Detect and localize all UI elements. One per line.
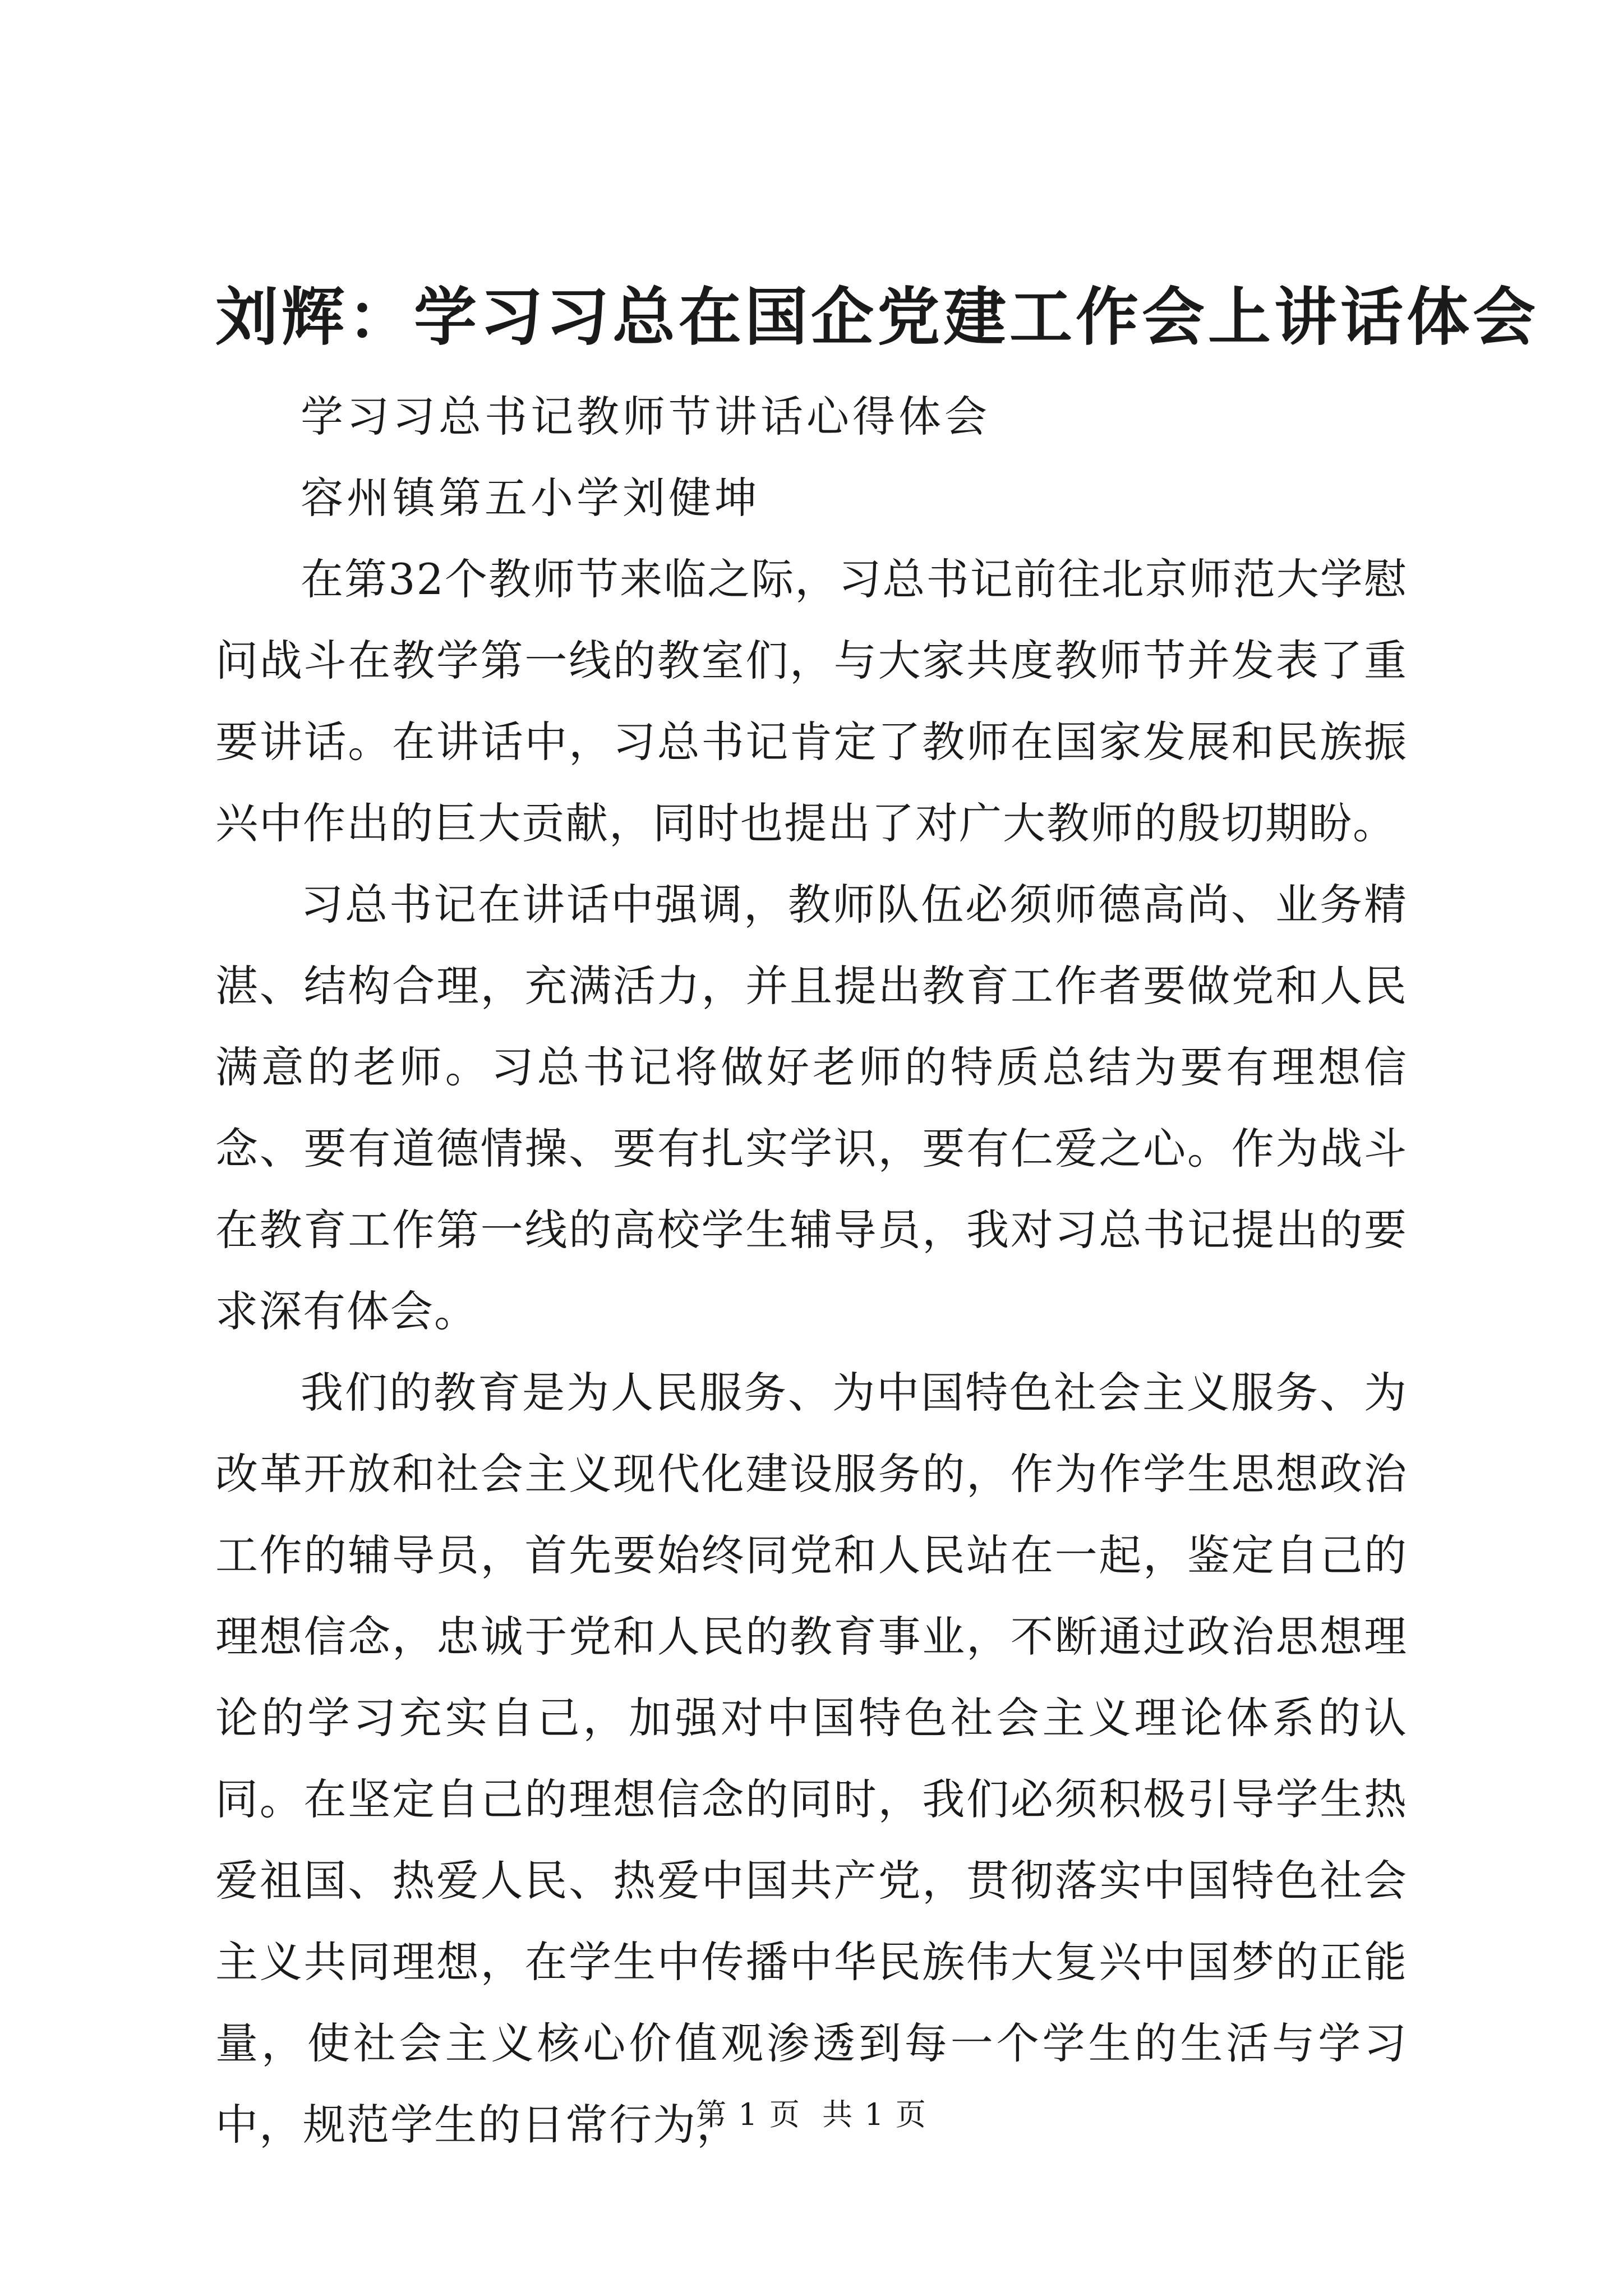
document-body xyxy=(215,376,1408,2165)
author-line: 容州镇第五小学刘健坤 xyxy=(301,473,760,523)
subtitle-line: 学习习总书记教师节讲话心得体会 xyxy=(301,392,990,441)
body-paragraph: 我们的教育是为人民服务、为中国特色社会主义服务、为改革开放和社会主义现代化建设服务的，作为作学生思想政治工作的辅导员，首先要始终同党和人民站在一起，鉴定自己的理想信念，忠诚于党和人民的教育事业，不断通过政治思想理论的学习充实自己，加强对中国特色社会主义理论体系的认同。在坚定自己的理想信念的同时，我们必须积极引导学生热爱祖国、热爱人民、热爱中国共产党，贯彻落实中国特色社会主义共同理想，在学生中传播中华民族伟大复兴中国梦的正能量，使社会主义核心价值观渗透到每一个学生的生活与学习中，规范学生的日常行为， xyxy=(215,1368,1408,2150)
body-paragraph: 习总书记在讲话中强调，教师队伍必须师德高尚、业务精湛、结构合理，充满活力，并且提出教育工作者要做党和人民满意的老师。习总书记将做好老师的特质总结为要有理想信念、要有道德情操、要有扎实学识，要有仁爱之心。作为战斗在教育工作第一线的高校学生辅导员，我对习总书记提出的要求深有体会。 xyxy=(215,880,1408,1336)
body-paragraph: 在第32个教师节来临之际，习总书记前往北京师范大学慰问战斗在教学第一线的教室们，与大家共度教师节并发表了重要讲话。在讲话中，习总书记肯定了教师在国家发展和民族振兴中作出的巨大贡献，同时也提出了对广大教师的殷切期盼。 xyxy=(215,554,1408,848)
document-title: 刘辉：学习习总在国企党建工作会上讲话体会 xyxy=(215,280,1539,354)
page-number-footer: 第 1 页 共 1 页 xyxy=(696,2097,927,2132)
